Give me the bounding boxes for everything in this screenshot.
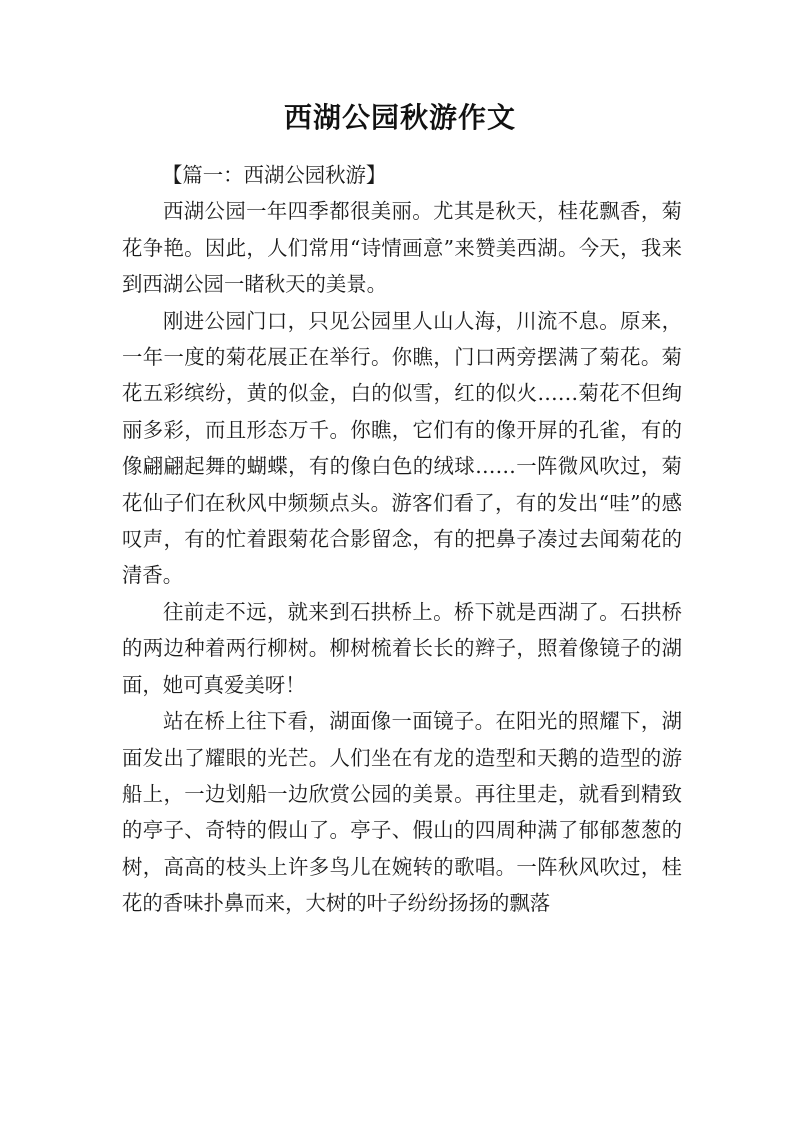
document-body — [122, 157, 682, 922]
paragraph-stone-bridge: 往前走不远，就来到石拱桥上。桥下就是西湖了。石拱桥的两边种着两行柳树。柳树梳着长长的辫子，照着像镜子的湖面，她可真爱美呀！ — [122, 599, 682, 697]
section-heading: 【篇一：西湖公园秋游】 — [162, 163, 387, 187]
document-title: 西湖公园秋游作文 — [283, 101, 516, 134]
paragraph-lake-view: 站在桥上往下看，湖面像一面镜子。在阳光的照耀下，湖面发出了耀眼的光芒。人们坐在有龙的造型和天鹅的造型的游船上，一边划船一边欣赏公园的美景。再往里走，就看到精致的亭子、奇特的假山了。亭子、假山的四周种满了郁郁葱葱的树，高高的枝头上许多鸟儿在婉转的歌唱。一阵秋风吹过，桂花的香味扑鼻而来，大树的叶子纷纷扬扬的飘落 — [122, 709, 682, 916]
paragraph-intro: 西湖公园一年四季都很美丽。尤其是秋天，桂花飘香，菊花争艳。因此，人们常用“诗情画意”来赞美西湖。今天，我来到西湖公园一睹秋天的美景。 — [122, 199, 682, 297]
paragraph-chrysanthemum-show: 刚进公园门口，只见公园里人山人海，川流不息。原来，一年一度的菊花展正在举行。你瞧，门口两旁摆满了菊花。菊花五彩缤纷，黄的似金，白的似雪，红的似火……菊花不但绚丽多彩，而且形态万千。你瞧，它们有的像开屏的孔雀，有的像翩翩起舞的蝴蝶，有的像白色的绒球……一阵微风吹过，菊花仙子们在秋风中频频点头。游客们看了，有的发出“哇”的感叹声，有的忙着跟菊花合影留念，有的把鼻子凑过去闻菊花的清香。 — [122, 308, 682, 588]
